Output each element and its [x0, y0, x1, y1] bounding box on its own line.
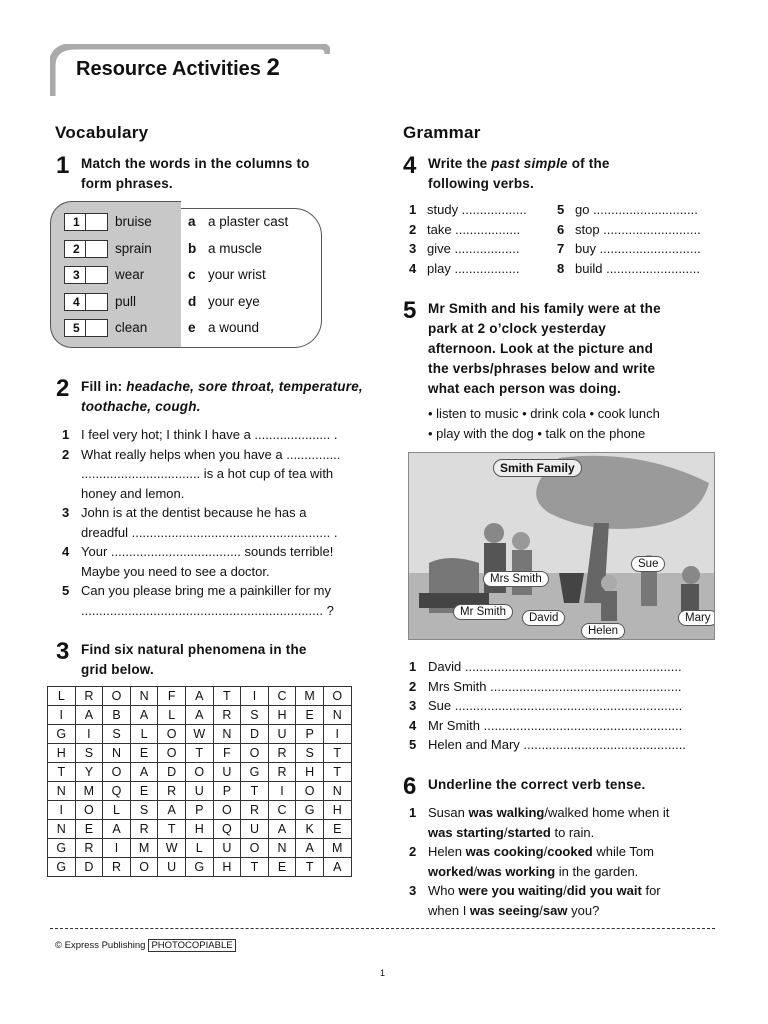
grid-cell: H	[323, 801, 351, 820]
grid-cell: G	[48, 725, 76, 744]
grid-cell: F	[213, 744, 241, 763]
grid-row	[48, 839, 352, 858]
label-mrs-smith: Mrs Smith	[483, 571, 549, 587]
grid-cell: O	[103, 687, 131, 706]
grid-cell: M	[296, 687, 324, 706]
grid-cell: P	[296, 725, 324, 744]
label-mary: Mary	[678, 610, 715, 626]
verb-number: 3	[409, 241, 417, 256]
grid-cell: U	[213, 839, 241, 858]
verb-number: 7	[557, 241, 565, 256]
exercise-5-phrases: • listen to music • drink cola • cook lunch • play with the dog • talk on the phone	[428, 406, 660, 441]
grid-cell: T	[241, 782, 269, 801]
answer-slot	[86, 266, 108, 284]
sentence-1: 1 Susan was walking/walked home when it was starting/started to rain.	[409, 805, 670, 840]
grid-cell: T	[213, 687, 241, 706]
fill-line: ................................................................... ?	[81, 602, 334, 618]
line-number: 2	[62, 446, 70, 462]
instruction-line: the verbs/phrases below and write	[428, 361, 656, 376]
grid-cell: O	[213, 801, 241, 820]
grid-cell: L	[158, 706, 186, 725]
page-number: 1	[380, 968, 386, 978]
exercise-1-number: 1	[56, 152, 70, 179]
exercise-6-sentences	[409, 803, 709, 920]
grid-cell: N	[268, 839, 296, 858]
answer-box	[64, 266, 108, 285]
grid-row	[48, 801, 352, 820]
grid-cell: K	[296, 820, 324, 839]
answer-box	[64, 293, 108, 312]
exercise-2-number: 2	[56, 375, 70, 402]
grid-cell: N	[48, 782, 76, 801]
match-word: pull	[115, 293, 137, 309]
answer-line: David ............................................................	[428, 659, 682, 674]
grid-cell: D	[158, 763, 186, 782]
answer-line: Helen and Mary .............................................	[428, 737, 686, 752]
grid-cell: M	[130, 839, 158, 858]
grid-cell: P	[185, 801, 213, 820]
fill-line: Your .................................... sounds terrible!	[81, 544, 334, 559]
grid-cell: L	[48, 687, 76, 706]
line-number: 4	[409, 717, 417, 733]
grid-cell: R	[268, 763, 296, 782]
grid-cell: T	[158, 820, 186, 839]
grid-cell: N	[323, 782, 351, 801]
grid-cell: E	[296, 706, 324, 725]
match-phrase: a plaster cast	[208, 214, 289, 229]
verb-item: give ..................	[427, 241, 520, 256]
answer-box	[64, 319, 108, 338]
answer-line: Sue ...............................................................	[428, 698, 683, 713]
match-letter: b	[188, 240, 197, 256]
picture-banner: Smith Family	[493, 459, 582, 477]
grid-cell: I	[48, 706, 76, 725]
match-word: bruise	[115, 214, 152, 229]
grid-cell: A	[130, 706, 158, 725]
grid-cell: A	[323, 858, 351, 877]
verb-number: 6	[557, 221, 565, 237]
grid-cell: O	[158, 725, 186, 744]
grid-cell: O	[158, 744, 186, 763]
verb-item: stop ...........................	[575, 221, 701, 237]
verb-number: 4	[409, 260, 417, 276]
grid-row	[48, 763, 352, 782]
fill-line: Maybe you need to see a doctor.	[81, 563, 270, 579]
match-letter: c	[188, 267, 196, 283]
grid-row	[48, 725, 352, 744]
match-letter: e	[188, 320, 196, 336]
match-letter: a	[188, 214, 196, 229]
grid-cell: U	[268, 725, 296, 744]
exercise-2-instruction: Fill in: headache, sore throat, temperature, toothache, cough.	[81, 379, 363, 414]
grid-cell: I	[48, 801, 76, 820]
grid-cell: I	[103, 839, 131, 858]
grid-cell: A	[296, 839, 324, 858]
grid-cell: H	[268, 706, 296, 725]
grid-cell: A	[75, 706, 103, 725]
cut-line	[50, 928, 715, 929]
exercise-6-instruction: Underline the correct verb tense.	[428, 777, 646, 792]
fill-line: dreadful ....................................................... .	[81, 524, 338, 540]
line-number: 3	[409, 698, 417, 713]
grid-cell: Q	[213, 820, 241, 839]
exercise-6-number: 6	[403, 773, 417, 800]
exercise-3-number: 3	[56, 638, 70, 665]
grid-cell: R	[75, 839, 103, 858]
grid-cell: I	[241, 687, 269, 706]
grid-cell: O	[103, 763, 131, 782]
grid-cell: W	[185, 725, 213, 744]
grid-cell: C	[268, 687, 296, 706]
grid-cell: W	[158, 839, 186, 858]
instruction-line: afternoon. Look at the picture and	[428, 341, 654, 356]
grid-cell: E	[130, 782, 158, 801]
label-sue: Sue	[631, 556, 665, 572]
grid-cell: N	[48, 820, 76, 839]
match-phrase: a muscle	[208, 240, 263, 256]
grid-cell: H	[213, 858, 241, 877]
label-mr-smith: Mr Smith	[453, 604, 513, 620]
answer-line: Mrs Smith .....................................................	[428, 678, 682, 694]
verb-item: build ..........................	[575, 260, 700, 276]
grid-cell: O	[241, 744, 269, 763]
grid-cell: T	[185, 744, 213, 763]
grid-row	[48, 820, 352, 839]
grid-cell: R	[103, 858, 131, 877]
grid-cell: G	[48, 839, 76, 858]
verb-item: take ..................	[427, 221, 521, 237]
match-phrase: your wrist	[208, 267, 266, 283]
grid-cell: U	[241, 820, 269, 839]
grid-cell: A	[268, 820, 296, 839]
grid-cell: R	[241, 801, 269, 820]
number-box: 3	[64, 266, 86, 284]
verb-number: 1	[409, 202, 417, 217]
label-helen: Helen	[581, 623, 625, 639]
grid-cell: U	[185, 782, 213, 801]
fill-line: Can you please bring me a painkiller for my	[81, 583, 332, 598]
grid-cell: A	[103, 820, 131, 839]
vocabulary-heading: Vocabulary	[55, 123, 149, 142]
grid-cell: R	[75, 687, 103, 706]
number-box: 1	[64, 213, 86, 231]
grid-cell: S	[296, 744, 324, 763]
grid-cell: I	[268, 782, 296, 801]
grid-cell: O	[130, 858, 158, 877]
footer-copyright: © Express Publishing PHOTOCOPIABLE	[55, 940, 236, 951]
word-search-grid	[47, 686, 352, 877]
grid-cell: R	[213, 706, 241, 725]
grid-cell: E	[130, 744, 158, 763]
exercise-4-instruction: Write the past simple of the following verbs.	[428, 156, 610, 191]
grid-cell: L	[185, 839, 213, 858]
grid-cell: A	[130, 763, 158, 782]
answer-slot	[86, 213, 108, 231]
grid-cell: H	[48, 744, 76, 763]
grid-row	[48, 744, 352, 763]
page-title: Resource Activities 2	[76, 54, 280, 81]
grid-cell: L	[130, 725, 158, 744]
fill-line: John is at the dentist because he has a	[81, 505, 307, 520]
grid-cell: G	[241, 763, 269, 782]
fill-line: honey and lemon.	[81, 485, 185, 501]
grid-cell: A	[185, 687, 213, 706]
grid-cell: G	[185, 858, 213, 877]
grid-row	[48, 858, 352, 877]
verb-item: play ..................	[427, 260, 520, 276]
verb-number: 2	[409, 221, 417, 237]
grid-cell: R	[268, 744, 296, 763]
grid-cell: M	[75, 782, 103, 801]
grid-cell: E	[268, 858, 296, 877]
line-number: 4	[62, 544, 70, 559]
answer-slot	[86, 293, 108, 311]
grid-cell: Y	[75, 763, 103, 782]
grid-cell: I	[323, 725, 351, 744]
grid-cell: H	[185, 820, 213, 839]
grid-cell: I	[75, 725, 103, 744]
photocopiable-label: PHOTOCOPIABLE	[148, 939, 235, 952]
line-number: 2	[409, 678, 417, 694]
grid-cell: P	[213, 782, 241, 801]
number-box: 5	[64, 319, 86, 337]
grid-cell: R	[158, 782, 186, 801]
grid-row	[48, 687, 352, 706]
grid-cell: S	[75, 744, 103, 763]
grid-cell: O	[323, 687, 351, 706]
match-word: sprain	[115, 240, 152, 256]
line-number: 5	[62, 583, 70, 598]
verb-number: 5	[557, 202, 565, 217]
exercise-5-number: 5	[403, 297, 417, 324]
grid-row	[48, 706, 352, 725]
number-box: 4	[64, 293, 86, 311]
grid-cell: H	[296, 763, 324, 782]
grid-cell: G	[296, 801, 324, 820]
fill-line: What really helps when you have a ...............	[81, 446, 341, 462]
grid-cell: S	[130, 801, 158, 820]
match-letter: d	[188, 293, 197, 309]
grid-row	[48, 782, 352, 801]
grid-cell: O	[185, 763, 213, 782]
answer-box	[64, 213, 108, 232]
line-number: 3	[62, 505, 70, 520]
instruction-line: what each person was doing.	[428, 381, 621, 396]
verb-item: buy ............................	[575, 241, 701, 256]
grid-cell: M	[323, 839, 351, 858]
match-phrase: your eye	[208, 293, 260, 309]
grid-cell: D	[241, 725, 269, 744]
exercise-1-instruction: Match the words in the columns to form phrases.	[81, 156, 310, 191]
grid-cell: G	[48, 858, 76, 877]
grid-cell: N	[213, 725, 241, 744]
grid-cell: T	[241, 858, 269, 877]
instruction-line: park at 2 o’clock yesterday	[428, 321, 606, 336]
grid-cell: U	[213, 763, 241, 782]
line-number: 1	[62, 427, 70, 442]
match-word: wear	[115, 267, 145, 283]
answer-slot	[86, 319, 108, 337]
match-word: clean	[115, 320, 148, 336]
grid-cell: T	[323, 763, 351, 782]
grid-cell: O	[75, 801, 103, 820]
smith-family-picture	[408, 452, 715, 640]
fill-line: ................................. is a hot cup of tea with	[81, 466, 334, 481]
grid-cell: T	[296, 858, 324, 877]
exercise-5-instruction	[428, 299, 661, 399]
grid-cell: E	[323, 820, 351, 839]
exercise-3-instruction: Find six natural phenomena in the grid below.	[81, 642, 307, 677]
instruction-line: Mr Smith and his family were at the	[428, 301, 661, 316]
grid-cell: B	[103, 706, 131, 725]
verb-number: 8	[557, 260, 565, 276]
line-number: 1	[409, 659, 417, 674]
grid-cell: S	[241, 706, 269, 725]
grid-cell: Q	[103, 782, 131, 801]
fill-line: I feel very hot; I think I have a ..................... .	[81, 427, 338, 442]
verb-item: study ..................	[427, 202, 527, 217]
grid-cell: T	[48, 763, 76, 782]
grid-cell: C	[268, 801, 296, 820]
grid-cell: A	[185, 706, 213, 725]
answer-slot	[86, 240, 108, 258]
verb-item: go .............................	[575, 202, 698, 217]
grid-cell: L	[103, 801, 131, 820]
grid-cell: O	[241, 839, 269, 858]
grid-cell: D	[75, 858, 103, 877]
grid-cell: A	[158, 801, 186, 820]
grid-cell: N	[130, 687, 158, 706]
answer-box	[64, 240, 108, 259]
grid-cell: O	[296, 782, 324, 801]
label-david: David	[522, 610, 565, 626]
grid-cell: N	[103, 744, 131, 763]
grid-cell: N	[323, 706, 351, 725]
grid-cell: F	[158, 687, 186, 706]
number-box: 2	[64, 240, 86, 258]
line-number: 5	[409, 737, 417, 752]
grid-cell: T	[323, 744, 351, 763]
grid-cell: R	[130, 820, 158, 839]
match-phrase: a wound	[208, 320, 260, 336]
grammar-heading: Grammar	[403, 123, 481, 142]
sentence-3: 3 Who were you waiting/did you wait for when I was seeing/saw you?	[409, 883, 661, 918]
sentence-2: 2 Helen was cooking/cooked while Tom worked/was working in the garden.	[409, 844, 654, 879]
grid-cell: U	[158, 858, 186, 877]
answer-line: Mr Smith .......................................................	[428, 717, 683, 733]
exercise-4-number: 4	[403, 152, 417, 179]
grid-cell: S	[103, 725, 131, 744]
grid-cell: E	[75, 820, 103, 839]
